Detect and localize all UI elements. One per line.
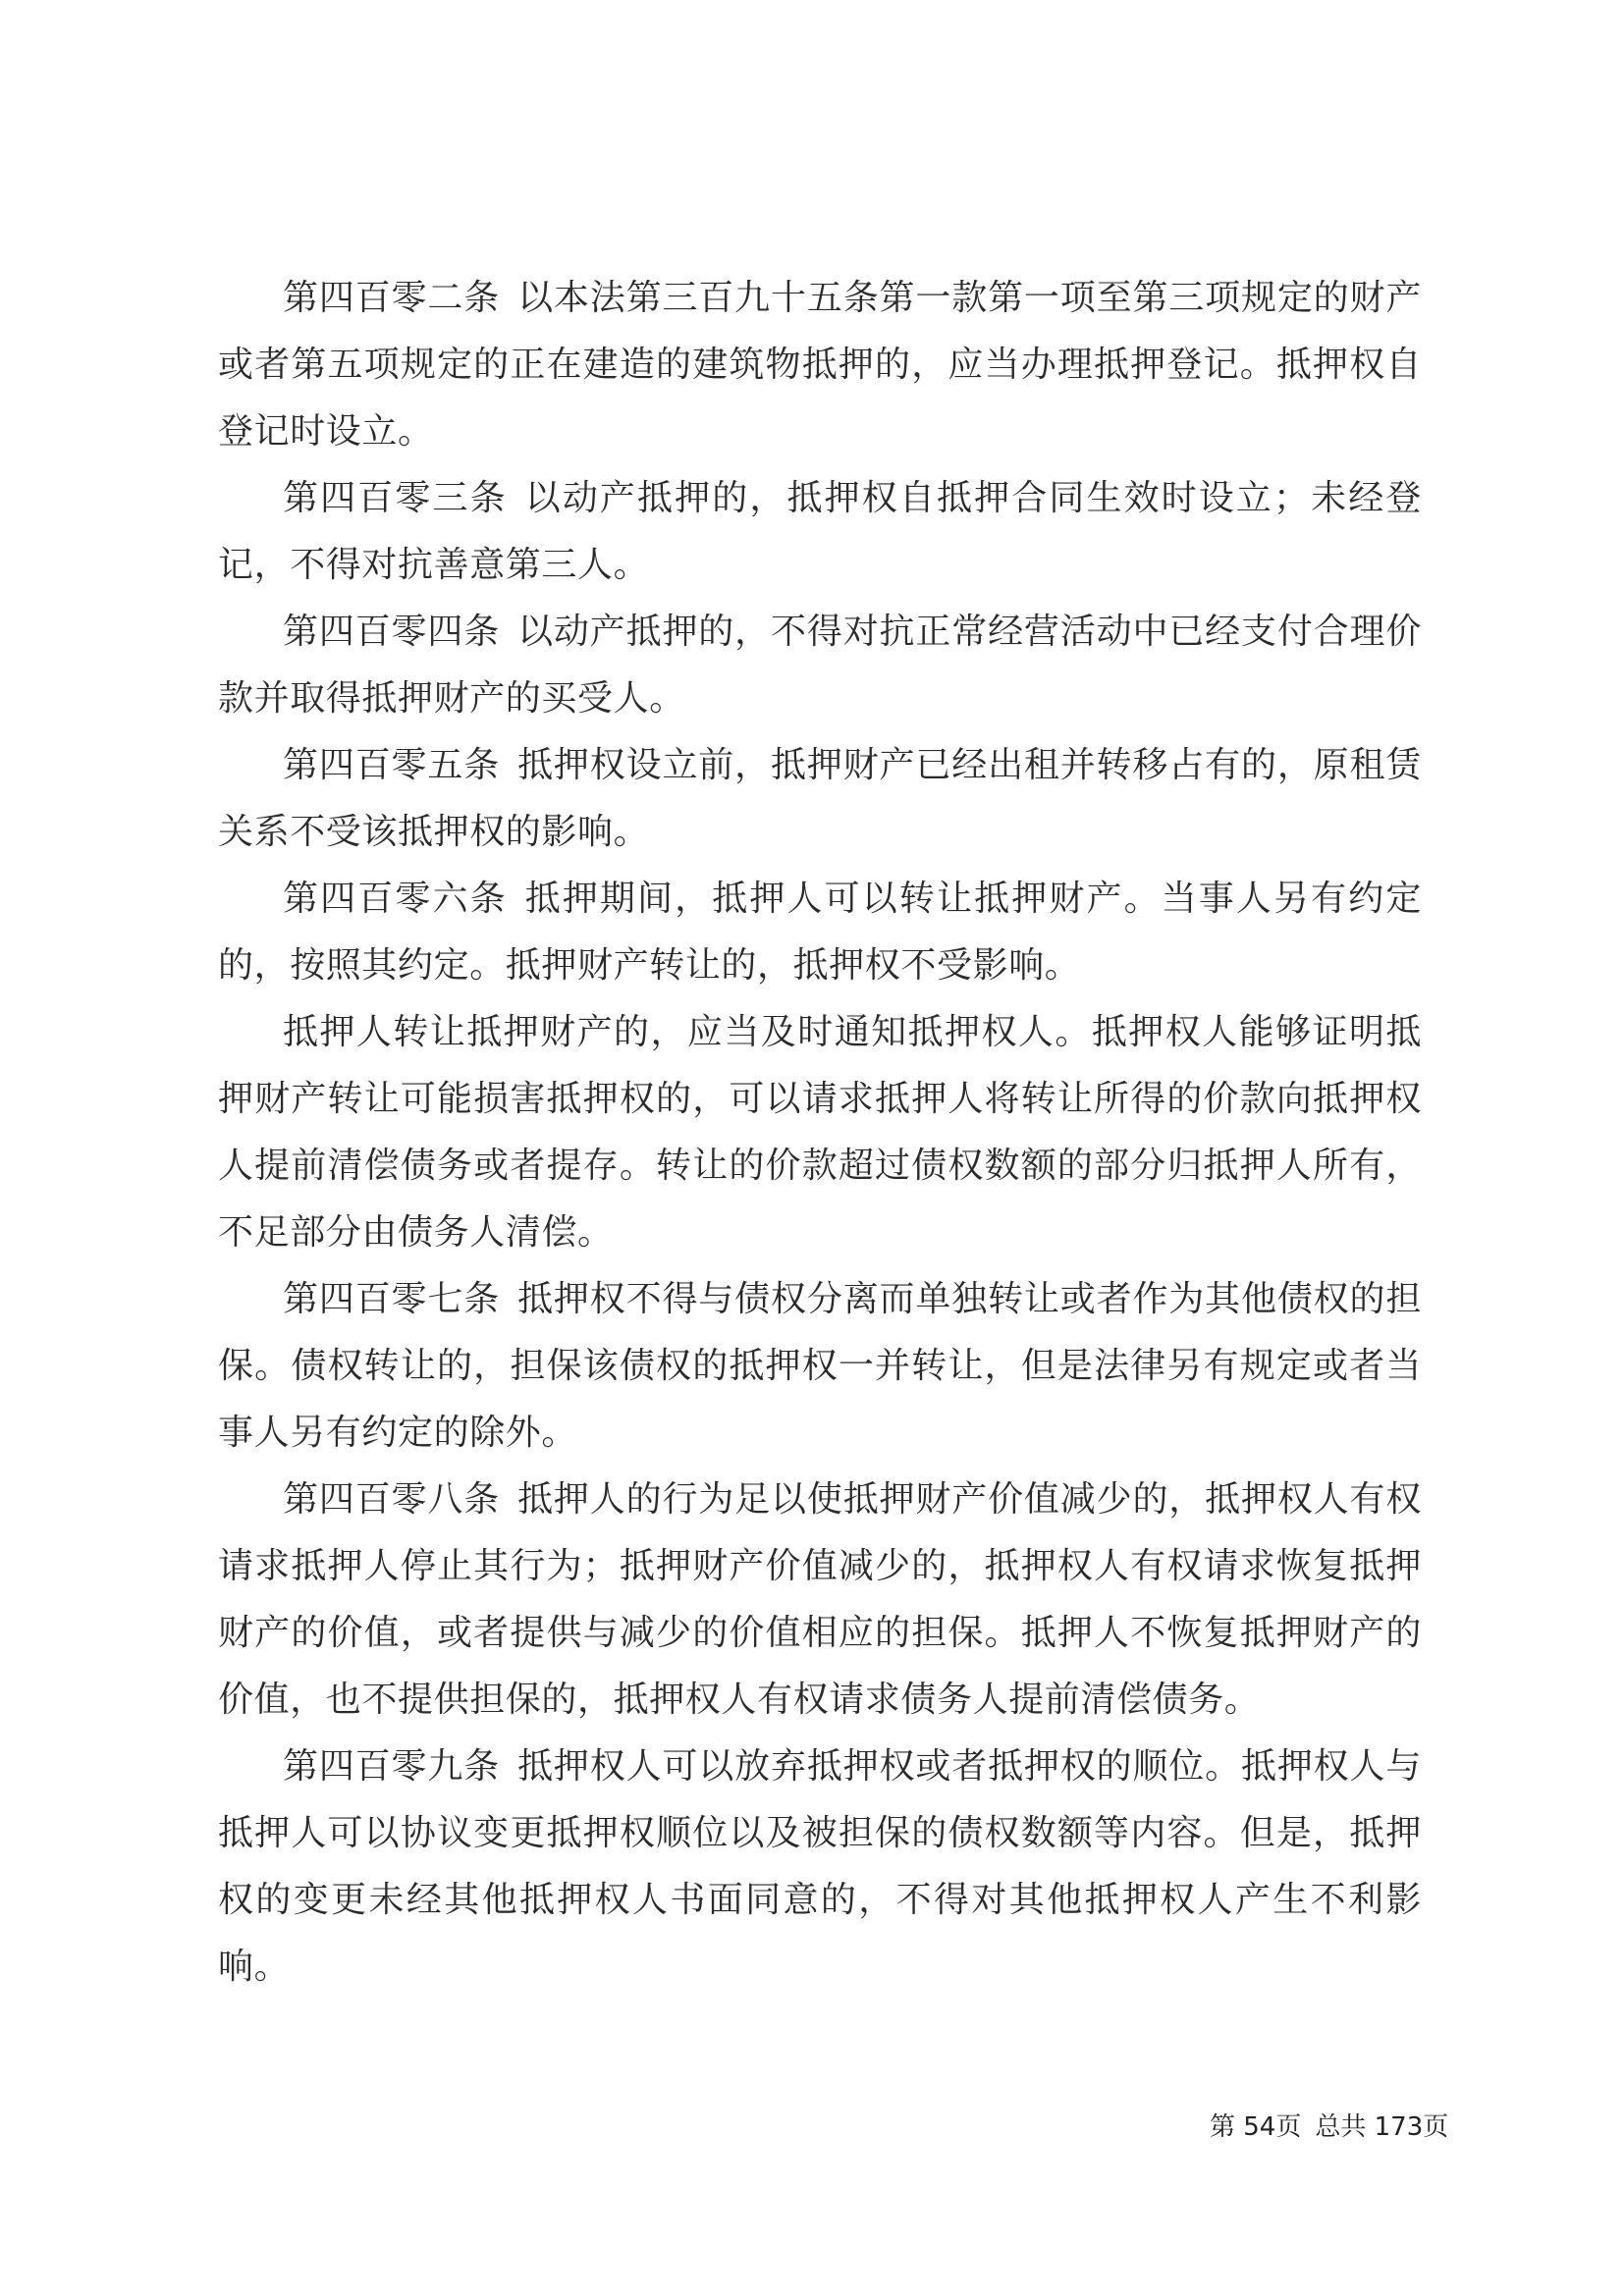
article-number: 第四百零八条 bbox=[283, 1479, 501, 1520]
article-text: 抵押期间，抵押人可以转让抵押财产。当事人另有约定的，按照其约定。抵押财产转让的，抵押权不受影响。 bbox=[218, 879, 1422, 986]
article-paragraph bbox=[218, 732, 1422, 866]
document-body bbox=[218, 265, 1422, 2001]
article-number: 第四百零六条 bbox=[283, 879, 508, 919]
article-paragraph bbox=[218, 599, 1422, 732]
article-text: 以动产抵押的，不得对抗正常经营活动中已经支付合理价款并取得抵押财产的买受人。 bbox=[218, 612, 1422, 719]
article-number: 第四百零九条 bbox=[283, 1746, 501, 1787]
article-text: 抵押人转让抵押财产的，应当及时通知抵押权人。抵押权人能够证明抵押财产转让可能损害抵押权的，可以请求抵押人将转让所得的价款向抵押权人提前清偿债务或者提存。转让的价款超过债权数额的部分归抵押人所有，不足部分由债务人清偿。 bbox=[218, 1012, 1422, 1253]
total-page-count: 总共 173页 bbox=[1315, 2112, 1449, 2142]
article-number: 第四百零二条 bbox=[283, 278, 501, 318]
article-text: 以动产抵押的，抵押权自抵押合同生效时设立；未经登记，不得对抗善意第三人。 bbox=[218, 478, 1422, 585]
page-footer bbox=[1210, 2107, 1448, 2143]
article-number: 第四百零五条 bbox=[283, 745, 501, 785]
article-subparagraph bbox=[218, 999, 1422, 1266]
article-text: 抵押权设立前，抵押财产已经出租并转移占有的，原租赁关系不受该抵押权的影响。 bbox=[218, 745, 1422, 852]
article-text: 抵押人的行为足以使抵押财产价值减少的，抵押权人有权请求抵押人停止其行为；抵押财产价值减少的，抵押权人有权请求恢复抵押财产的价值，或者提供与减少的价值相应的担保。抵押人不恢复抵押财产的价值，也不提供担保的，抵押权人有权请求债务人提前清偿债务。 bbox=[218, 1479, 1422, 1720]
article-paragraph bbox=[218, 866, 1422, 999]
current-page-number: 第 54页 bbox=[1210, 2112, 1302, 2142]
article-paragraph bbox=[218, 265, 1422, 465]
article-text: 抵押权不得与债权分离而单独转让或者作为其他债权的担保。债权转让的，担保该债权的抵押权一并转让，但是法律另有规定或者当事人另有约定的除外。 bbox=[218, 1279, 1422, 1453]
article-paragraph bbox=[218, 1266, 1422, 1467]
article-paragraph bbox=[218, 1467, 1422, 1734]
article-paragraph bbox=[218, 465, 1422, 599]
article-text: 抵押权人可以放弃抵押权或者抵押权的顺位。抵押权人与抵押人可以协议变更抵押权顺位以及被担保的债权数额等内容。但是，抵押权的变更未经其他抵押权人书面同意的，不得对其他抵押权人产生不利影响。 bbox=[218, 1746, 1422, 1987]
article-number: 第四百零三条 bbox=[283, 478, 508, 518]
article-number: 第四百零七条 bbox=[283, 1279, 501, 1319]
article-text: 以本法第三百九十五条第一款第一项至第三项规定的财产或者第五项规定的正在建造的建筑物抵押的，应当办理抵押登记。抵押权自登记时设立。 bbox=[218, 278, 1422, 452]
article-paragraph bbox=[218, 1734, 1422, 2001]
article-number: 第四百零四条 bbox=[283, 612, 501, 652]
